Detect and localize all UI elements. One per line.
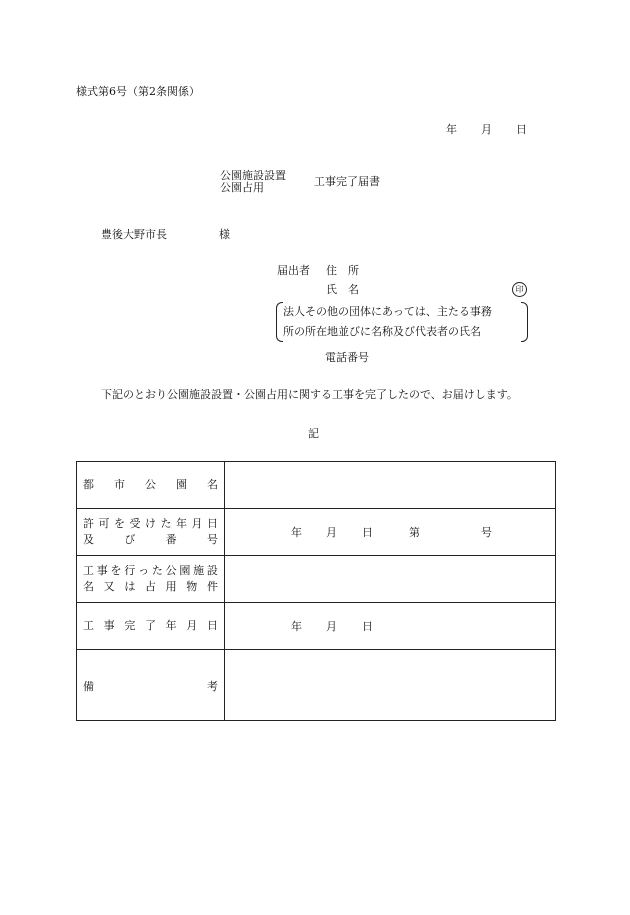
label-char: 名: [83, 580, 94, 593]
row-label-remarks: [77, 650, 225, 721]
table-row: [77, 650, 556, 721]
addressee-honorific: 様: [219, 228, 230, 241]
label-char: け: [145, 517, 156, 530]
body-text: 下記のとおり公園施設設置・公園占用に関する工事を完了したので、お届けします。: [101, 388, 518, 401]
table-row: [77, 556, 556, 603]
label-char: っ: [138, 564, 150, 577]
label-char: び: [124, 533, 136, 546]
label-char: 設: [206, 564, 218, 577]
row-value-facility[interactable]: [225, 556, 556, 603]
label-char: 施: [193, 564, 205, 577]
label-char: 公: [145, 478, 156, 491]
label-char: 物: [186, 580, 198, 593]
table-row: [77, 509, 556, 556]
date-line: [446, 123, 527, 136]
label-char: 日: [207, 517, 218, 530]
label-char: 備: [83, 680, 94, 693]
label-char: 可: [98, 517, 110, 530]
table-row: [77, 462, 556, 509]
completion-day: 日: [362, 620, 373, 633]
title-suffix: 工事完了届書: [314, 175, 380, 188]
label-char: 占: [144, 580, 156, 593]
label-char: 用: [165, 580, 177, 593]
label-char: た: [160, 517, 172, 530]
row-label-facility: [77, 556, 225, 603]
label-char: は: [124, 580, 136, 593]
label-char: を: [110, 564, 122, 577]
label-char: 了: [144, 619, 156, 632]
label-char: 市: [114, 478, 125, 491]
date-year: 年: [446, 123, 457, 136]
applicant-label: 届出者: [277, 264, 310, 277]
label-char: 事: [103, 619, 115, 632]
label-char: を: [114, 517, 125, 530]
row-label-completion-date: [77, 603, 225, 650]
row-value-permit[interactable]: [225, 509, 556, 556]
permit-dai: 第: [409, 526, 420, 539]
addressee-name: 豊後大野市長: [101, 228, 167, 241]
label-char: 公: [165, 564, 177, 577]
permit-day: 日: [362, 526, 373, 539]
label-char: 月: [186, 619, 198, 632]
bracket-left: [276, 302, 283, 342]
label-char: 事: [96, 564, 108, 577]
applicant-name-label: 氏 名: [326, 283, 359, 296]
seal-mark: 印: [512, 282, 527, 297]
form-number: 様式第6号（第2条関係）: [76, 85, 200, 98]
label-char: 号: [206, 533, 218, 546]
label-char: 及: [83, 533, 94, 546]
date-day: 日: [516, 123, 527, 136]
title-line-1: 公園施設設置: [220, 169, 286, 182]
label-char: 行: [124, 564, 136, 577]
phone-label: 電話番号: [325, 351, 369, 364]
table-row: [77, 603, 556, 650]
label-char: 園: [176, 478, 187, 491]
ki-heading: 記: [308, 427, 319, 440]
label-char: 又: [103, 580, 115, 593]
label-char: 件: [206, 580, 218, 593]
applicant-address-label: 住 所: [326, 264, 359, 277]
label-char: 受: [129, 517, 141, 530]
label-char: 番: [165, 533, 177, 546]
corporate-note-line-2: 所の所在地並びに名称及び代表者の氏名: [283, 325, 481, 338]
label-char: 日: [206, 619, 218, 632]
label-char: 年: [176, 517, 187, 530]
row-value-completion-date[interactable]: [225, 603, 556, 650]
completion-month: 月: [326, 620, 337, 633]
label-char: 許: [83, 517, 94, 530]
date-month: 月: [481, 123, 492, 136]
row-label-park-name: [77, 462, 225, 509]
label-char: 工: [83, 619, 94, 632]
completion-table: [76, 461, 556, 721]
label-char: 年: [165, 619, 177, 632]
permit-month: 月: [326, 526, 337, 539]
label-char: 園: [179, 564, 191, 577]
label-char: 月: [191, 517, 203, 530]
corporate-note-line-1: 法人その他の団体にあっては、主たる事務: [283, 305, 492, 318]
label-char: 工: [83, 564, 94, 577]
permit-year: 年: [291, 526, 302, 539]
completion-year: 年: [291, 620, 302, 633]
row-label-permit: [77, 509, 225, 556]
title-line-2: 公園占用: [220, 181, 264, 194]
bracket-right: [521, 302, 528, 342]
label-char: 都: [83, 478, 94, 491]
label-char: た: [151, 564, 163, 577]
row-value-park-name[interactable]: [225, 462, 556, 509]
label-char: 考: [207, 680, 218, 693]
label-char: 名: [207, 478, 218, 491]
row-value-remarks[interactable]: [225, 650, 556, 721]
label-char: 完: [124, 619, 136, 632]
permit-go: 号: [481, 526, 492, 539]
